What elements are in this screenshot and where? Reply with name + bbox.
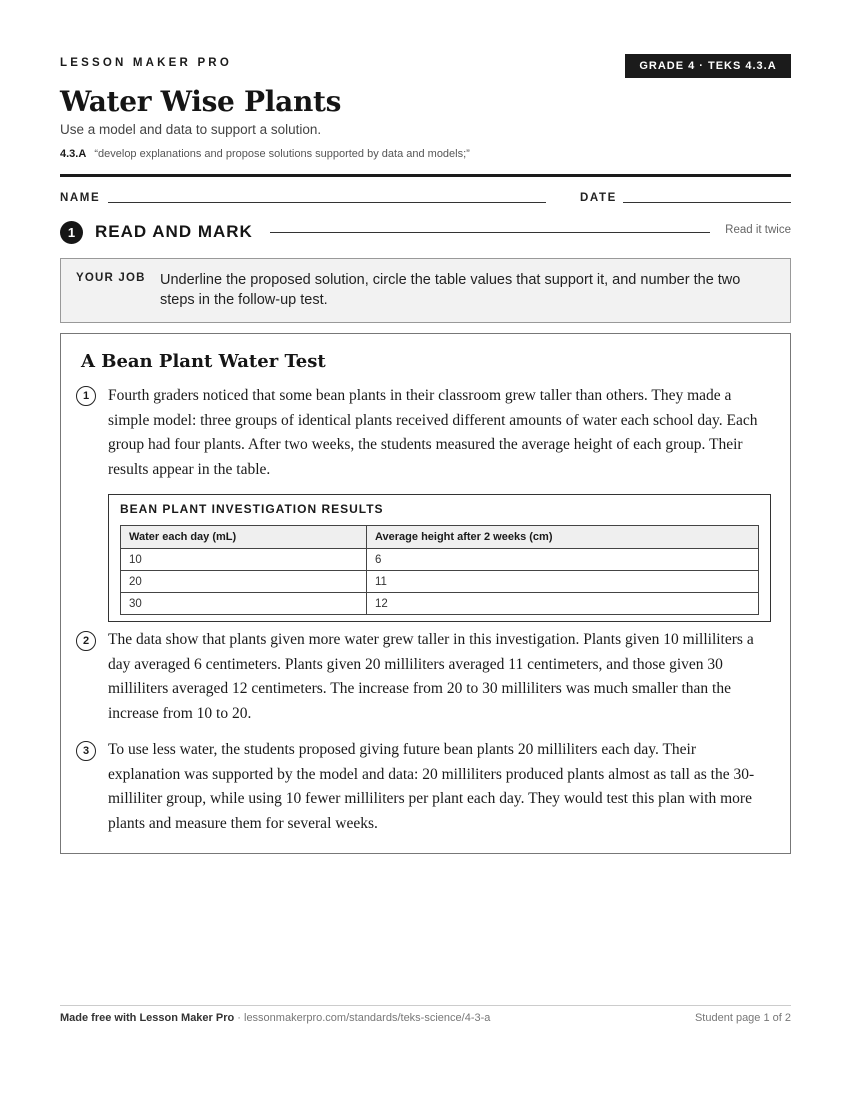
worksheet-page xyxy=(60,0,791,1100)
table-cell: 30 xyxy=(121,593,367,615)
table-cell: 6 xyxy=(367,549,759,571)
reading-passage xyxy=(60,333,791,854)
footer-made-with: Made free with Lesson Maker Pro xyxy=(60,1012,235,1024)
table-header-row xyxy=(121,526,759,549)
table-row xyxy=(121,549,759,571)
name-label: NAME xyxy=(60,192,101,204)
standard-text: “develop explanations and propose solutions supported by data and models;” xyxy=(94,148,470,160)
table-row xyxy=(121,571,759,593)
brand-name: LESSON MAKER PRO xyxy=(60,57,232,69)
table-cell: 10 xyxy=(121,549,367,571)
column-header: Water each day (mL) xyxy=(121,526,367,549)
footer-page-number: Student page 1 of 2 xyxy=(694,1012,791,1024)
job-label: YOUR JOB xyxy=(76,272,146,284)
results-table-box xyxy=(108,494,771,622)
job-text: Underline the proposed solution, circle the table values that support it, and number the two steps in the follow-up test. xyxy=(160,272,741,308)
section-divider xyxy=(270,232,710,233)
table-cell: 12 xyxy=(367,593,759,615)
paragraph-text: Fourth graders noticed that some bean plants in their classroom grew taller than others. They made a simple model: three groups of identical plants received different amounts of water each school day. Each group had four plants. After two weeks, the students measured the average height of each group. Their results appear in the table. xyxy=(108,387,758,478)
footer-credit xyxy=(60,1012,490,1024)
date-field[interactable] xyxy=(623,202,791,203)
page-subtitle: Use a model and data to support a solution. xyxy=(60,122,322,137)
table-row xyxy=(121,593,759,615)
header-divider xyxy=(60,174,791,177)
passage-title: A Bean Plant Water Test xyxy=(81,351,326,372)
job-instructions-box xyxy=(60,258,791,323)
section-hint: Read it twice xyxy=(725,224,791,236)
column-header: Average height after 2 weeks (cm) xyxy=(367,526,759,549)
section-title: READ AND MARK xyxy=(95,222,253,241)
paragraph-number: 1 xyxy=(76,386,96,406)
table-cell: 20 xyxy=(121,571,367,593)
paragraph-text: To use less water, the students proposed giving future bean plants 20 milliliters each day. Their explanation was supported by the model and data: 20 milliliters produced plants almost as tall as the 30-milliliter group, while using 10 fewer milliliters per plant each day. They would test this plan with more plants and measure them for several weeks. xyxy=(108,741,755,832)
table-title: BEAN PLANT INVESTIGATION RESULTS xyxy=(120,502,384,516)
grade-badge: GRADE 4 · TEKS 4.3.A xyxy=(625,54,791,78)
paragraph-number: 3 xyxy=(76,741,96,761)
standard-code: 4.3.A xyxy=(60,148,87,160)
paragraph-text: The data show that plants given more water grew taller in this investigation. Plants given 10 milliliters a day averaged 6 centimeters. Plants given 20 milliliters averaged 11 centimeters, and those given 30 milliliters averaged 12 centimeters. The increase from 20 to 30 milliliters was much smaller than the increase from 10 to 20. xyxy=(108,631,754,722)
date-label: DATE xyxy=(580,192,617,204)
section-number: 1 xyxy=(60,221,83,244)
standard-line xyxy=(60,148,470,160)
footer-url[interactable]: · lessonmakerpro.com/standards/teks-science/4-3-a xyxy=(234,1012,491,1024)
footer-divider xyxy=(60,1005,791,1006)
results-table xyxy=(120,525,759,615)
name-field[interactable] xyxy=(108,202,546,203)
table-cell: 11 xyxy=(367,571,759,593)
page-title: Water Wise Plants xyxy=(60,85,342,118)
paragraph-number: 2 xyxy=(76,631,96,651)
